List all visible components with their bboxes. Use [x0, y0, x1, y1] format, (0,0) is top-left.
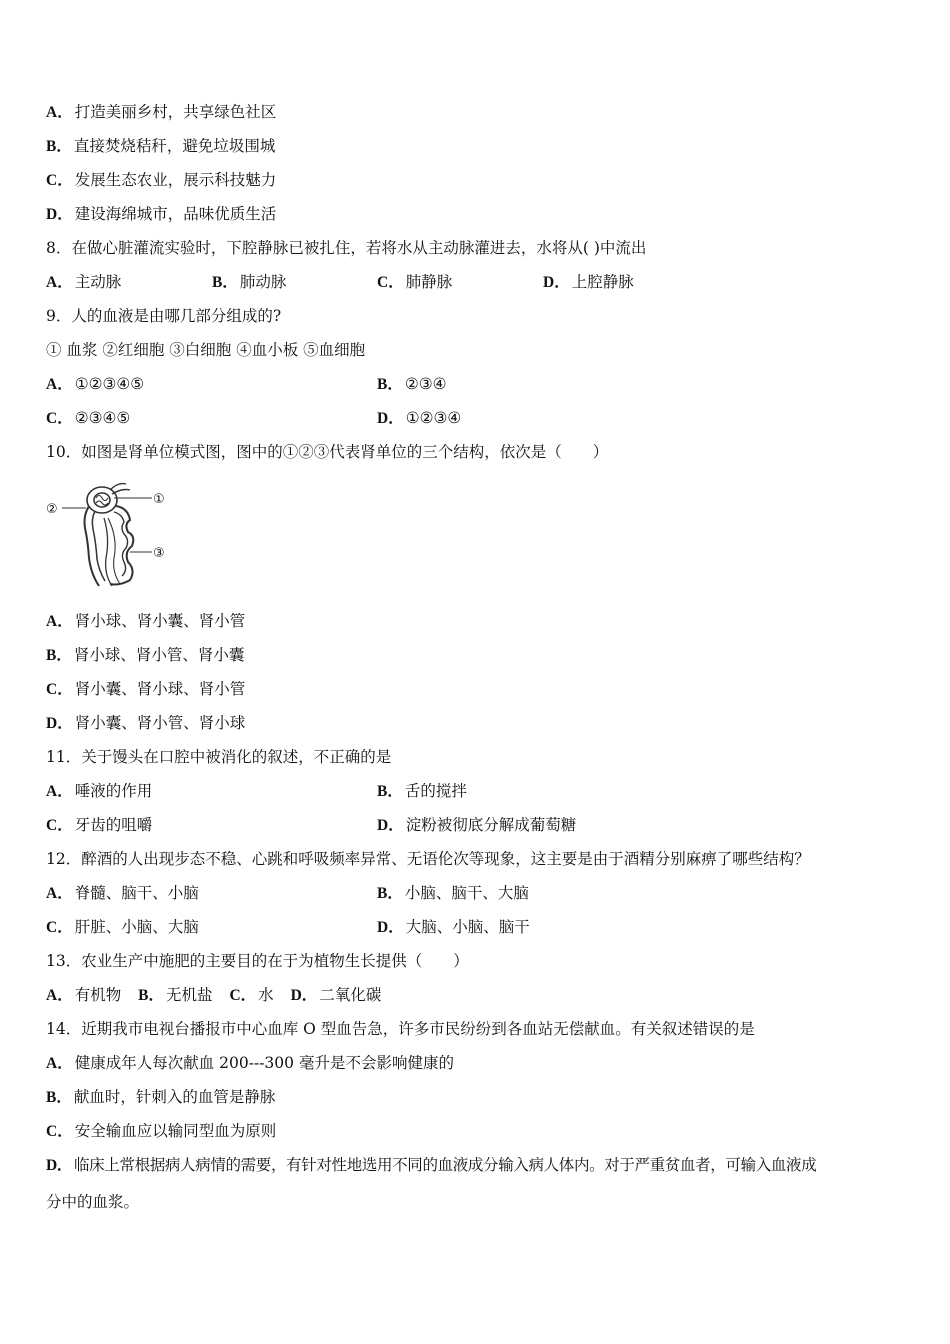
q11-option-a: A． 唾液的作用 [46, 782, 153, 800]
q9-options-row1 [46, 374, 906, 394]
q14-option-d-continuation: 分中的血浆。 [46, 1193, 140, 1211]
q12-options-row2 [46, 917, 906, 937]
q13-stem: 13．农业生产中施肥的主要目的在于为植物生长提供（ ） [46, 952, 469, 970]
q13-option-b: B． 无机盐 [138, 986, 213, 1004]
q11-options-row1 [46, 781, 906, 801]
q10-option-d: D． 肾小囊、肾小管、肾小球 [46, 714, 246, 732]
q9-option-a: A． ①②③④⑤ [46, 375, 145, 393]
q11-options-row2 [46, 815, 906, 835]
q11-stem: 11．关于馒头在口腔中被消化的叙述，不正确的是 [46, 748, 392, 766]
q7-option-d: D． 建设海绵城市，品味优质生活 [46, 205, 277, 223]
nephron-drawing [44, 478, 172, 600]
label-3: ③ [153, 546, 165, 561]
q9-options-row2 [46, 408, 906, 428]
q11-option-b: B． 舌的搅拌 [377, 782, 467, 800]
q14-option-b: B． 献血时，针刺入的血管是静脉 [46, 1088, 276, 1106]
label-1: ① [153, 492, 165, 507]
q7-option-c: C． 发展生态农业，展示科技魅力 [46, 171, 277, 189]
label-2: ② [46, 502, 58, 517]
q14-option-a: A． 健康成年人每次献血 200---300 毫升是不会影响健康的 [46, 1054, 454, 1072]
capsule-outline [87, 487, 117, 513]
q9-items: ① 血浆 ②红细胞 ③白细胞 ④血小板 ⑤血细胞 [46, 341, 366, 359]
q8-option-a: A． 主动脉 [46, 273, 122, 291]
q13-option-c: C． 水 [229, 986, 274, 1004]
q8-option-d: D． 上腔静脉 [543, 273, 634, 291]
q13-options [46, 985, 381, 1006]
q9-option-d: D． ①②③④ [377, 409, 462, 427]
q7-option-b: B． 直接焚烧秸秆，避免垃圾围城 [46, 137, 276, 155]
q8-stem: 8．在做心脏灌流实验时，下腔静脉已被扎住，若将水从主动脉灌进去，水将从( )中流出 [46, 239, 647, 257]
q12-option-d: D． 大脑、小脑、脑干 [377, 918, 530, 936]
q7-option-a: A． 打造美丽乡村，共享绿色社区 [46, 103, 277, 121]
q14-stem: 14．近期我市电视台播报市中心血库 O 型血告急，许多市民纷纷到各血站无偿献血。有关叙述错误的是 [46, 1020, 755, 1038]
q13-option-a: A． 有机物 [46, 986, 122, 1004]
glomerulus-outline [94, 493, 110, 507]
q9-stem: 9．人的血液是由哪几部分组成的? [46, 307, 282, 325]
q14-option-c: C． 安全输血应以输同型血为原则 [46, 1122, 277, 1140]
q12-option-b: B． 小脑、脑干、大脑 [377, 884, 529, 902]
nephron-diagram [44, 478, 172, 600]
q10-option-b: B． 肾小球、肾小管、肾小囊 [46, 646, 245, 664]
q11-option-c: C． 牙齿的咀嚼 [46, 816, 153, 834]
q11-option-d: D． 淀粉被彻底分解成葡萄糖 [377, 816, 577, 834]
q13-option-d: D． 二氧化碳 [290, 986, 382, 1004]
q12-options-row1 [46, 883, 906, 903]
q8-option-c: C． 肺静脉 [377, 273, 453, 291]
q10-option-c: C． 肾小囊、肾小球、肾小管 [46, 680, 246, 698]
q12-option-a: A． 脊髓、脑干、小脑 [46, 884, 199, 902]
q10-option-a: A． 肾小球、肾小囊、肾小管 [46, 612, 246, 630]
q14-option-d: D． 临床上常根据病人病情的需要，有针对性地选用不同的血液成分输入病人体内。对于严重贫血者，可输入血液成 [46, 1156, 817, 1174]
q9-option-c: C． ②③④⑤ [46, 409, 131, 427]
q12-stem: 12．醉酒的人出现步态不稳、心跳和呼吸频率异常、无语伦次等现象，这主要是由于酒精分别麻痹了哪些结构？ [46, 850, 810, 868]
q12-option-c: C． 肝脏、小脑、大脑 [46, 918, 199, 936]
q8-options [46, 272, 906, 292]
q10-stem: 10．如图是肾单位模式图，图中的①②③代表肾单位的三个结构，依次是（ ） [46, 443, 609, 461]
q8-option-b: B． 肺动脉 [212, 273, 287, 291]
q9-option-b: B． ②③④ [377, 375, 447, 393]
